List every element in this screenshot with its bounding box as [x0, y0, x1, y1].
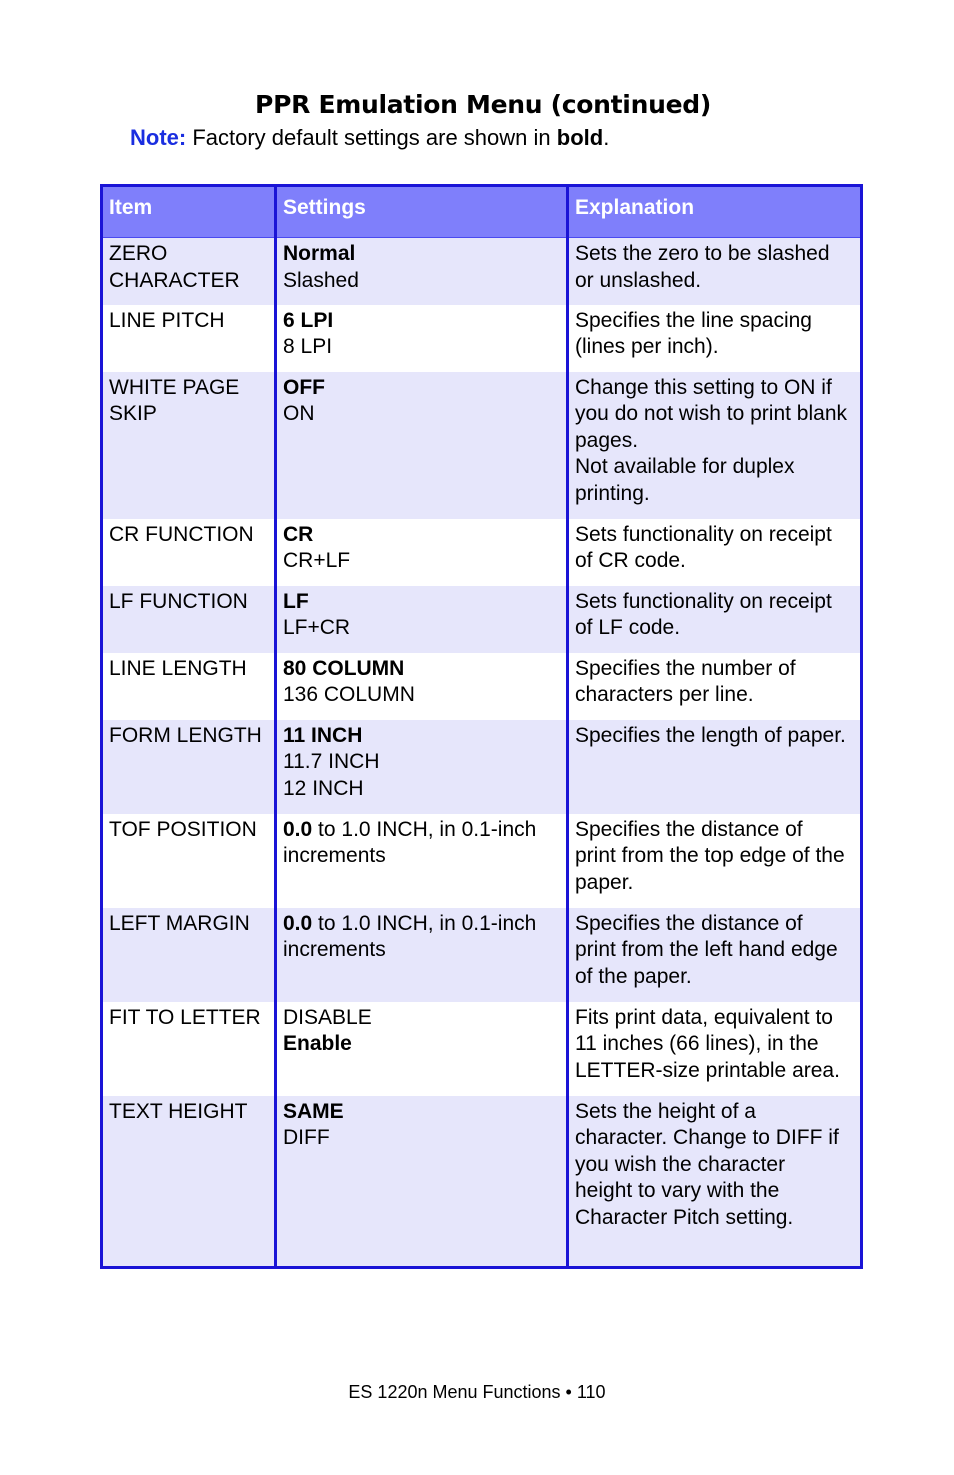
setting-value: 12 INCH: [283, 776, 364, 800]
item-cell: [102, 720, 276, 814]
explanation-line: LETTER-size printable area.: [575, 1058, 840, 1082]
item-label: FIT TO LETTER: [109, 1005, 261, 1029]
setting-value: increments: [283, 938, 386, 961]
explanation-line: print from the top edge of the: [575, 844, 845, 867]
explanation-line: or unslashed.: [575, 268, 702, 292]
item-label: LF FUNCTION: [109, 589, 248, 613]
setting-value: OFF: [283, 375, 325, 399]
explanation-cell: [568, 238, 862, 305]
explanation-line: Specifies the distance of: [575, 817, 803, 841]
setting-value: 6 LPI: [283, 308, 334, 332]
setting-value: 136 COLUMN: [283, 683, 415, 706]
setting-option: [283, 749, 560, 776]
explanation-cell: [568, 908, 862, 1002]
setting-value: 0.0: [283, 817, 313, 841]
explanation-line: pages.: [575, 428, 639, 452]
explanation-line: Specifies the length of paper.: [575, 723, 846, 747]
explanation-line: Specifies the line spacing: [575, 308, 812, 332]
page-title: PPR Emulation Menu (continued): [255, 90, 711, 119]
setting-option: [283, 843, 560, 870]
table-row: [102, 519, 862, 586]
note-label: Note:: [130, 125, 187, 150]
setting-option: [283, 682, 560, 709]
settings-cell: [276, 1096, 568, 1268]
setting-range-text: to 1.0 INCH, in 0.1-inch: [312, 911, 537, 935]
setting-value: Normal: [283, 242, 356, 265]
setting-value: 0.0: [283, 911, 313, 935]
setting-value: ON: [283, 402, 315, 425]
setting-option: [283, 1125, 560, 1152]
setting-option: [283, 548, 560, 575]
setting-value: 8 LPI: [283, 335, 333, 358]
explanation-line: Change this setting to ON if: [575, 375, 832, 399]
setting-value: LF+CR: [283, 616, 351, 639]
table-row: [102, 238, 862, 305]
explanation-line: characters per line.: [575, 683, 754, 706]
explanation-cell: [568, 653, 862, 720]
table-row: [102, 372, 862, 519]
explanation-cell: [568, 372, 862, 519]
explanation-line: 11 inches (66 lines), in the: [575, 1032, 819, 1055]
explanation-cell: [568, 1002, 862, 1096]
item-cell: [102, 586, 276, 653]
item-label: FORM LENGTH: [109, 723, 262, 747]
default-setting: [283, 1031, 560, 1058]
note-text: Factory default settings are shown in: [186, 125, 557, 150]
table-row: [102, 908, 862, 1002]
settings-cell: [276, 720, 568, 814]
settings-cell: [276, 519, 568, 586]
item-cell: [102, 653, 276, 720]
table-header-row: [102, 186, 862, 238]
item-cell: [102, 1002, 276, 1096]
explanation-line: Not available for duplex: [575, 455, 795, 478]
default-setting: [283, 1099, 560, 1126]
setting-option: [283, 776, 560, 803]
table-row: [102, 1096, 862, 1268]
explanation-line: height to vary with the: [575, 1179, 780, 1202]
default-setting: [283, 656, 560, 683]
explanation-line: Character Pitch setting.: [575, 1205, 794, 1229]
setting-value: Slashed: [283, 268, 359, 292]
default-setting: [283, 723, 560, 750]
setting-value: 11 INCH: [283, 723, 363, 747]
item-cell: [102, 238, 276, 305]
default-setting: [283, 911, 560, 938]
setting-value: 11.7 INCH: [283, 750, 380, 773]
default-setting: [283, 241, 560, 268]
explanation-line: printing.: [575, 481, 650, 505]
settings-cell: [276, 372, 568, 519]
explanation-line: of the paper.: [575, 964, 692, 988]
setting-value: increments: [283, 844, 386, 867]
setting-option: [283, 937, 560, 964]
settings-cell: [276, 814, 568, 908]
explanation-line: character. Change to DIFF if: [575, 1126, 839, 1149]
explanation-line: of LF code.: [575, 616, 681, 639]
explanation-cell: [568, 519, 862, 586]
setting-option: [283, 334, 560, 361]
item-cell: [102, 372, 276, 519]
settings-cell: [276, 653, 568, 720]
default-setting: [283, 522, 560, 549]
item-cell: [102, 1096, 276, 1268]
table-row: [102, 586, 862, 653]
settings-cell: [276, 238, 568, 305]
item-label: TEXT HEIGHT: [109, 1099, 248, 1123]
item-label: LINE LENGTH: [109, 656, 247, 680]
item-label: ZERO CHARACTER: [109, 242, 240, 292]
explanation-cell: [568, 720, 862, 814]
explanation-cell: [568, 586, 862, 653]
setting-value: CR: [283, 522, 314, 546]
item-label: WHITE PAGE SKIP: [109, 375, 240, 425]
item-cell: [102, 908, 276, 1002]
header-explanation: Explanation: [568, 186, 862, 238]
setting-option: [283, 268, 560, 295]
header-settings: Settings: [276, 186, 568, 238]
default-setting: [283, 375, 560, 402]
explanation-cell: [568, 305, 862, 372]
default-setting: [283, 308, 560, 335]
setting-value: Enable: [283, 1032, 352, 1055]
settings-cell: [276, 908, 568, 1002]
explanation-line: Fits print data, equivalent to: [575, 1005, 833, 1029]
item-cell: [102, 305, 276, 372]
table-body: [102, 238, 862, 1268]
setting-value: 80 COLUMN: [283, 656, 405, 680]
explanation-line: Sets the height of a: [575, 1099, 756, 1123]
explanation-line: Sets the zero to be slashed: [575, 242, 830, 265]
setting-option: [283, 1005, 560, 1032]
default-setting: [283, 817, 560, 844]
note-line: [130, 125, 609, 151]
explanation-line: (lines per inch).: [575, 335, 719, 358]
explanation-line: print from the left hand edge: [575, 938, 838, 961]
setting-value: DISABLE: [283, 1005, 372, 1029]
explanation-line: you wish the character: [575, 1152, 786, 1176]
item-label: TOF POSITION: [109, 817, 257, 841]
explanation-line: Sets functionality on receipt: [575, 522, 832, 546]
item-cell: [102, 814, 276, 908]
page-footer: ES 1220n Menu Functions • 110: [348, 1382, 606, 1402]
item-label: LEFT MARGIN: [109, 911, 250, 935]
setting-option: [283, 615, 560, 642]
menu-settings-table: [100, 184, 863, 1269]
setting-value: DIFF: [283, 1126, 330, 1149]
explanation-line: Specifies the distance of: [575, 911, 803, 935]
header-item: Item: [102, 186, 276, 238]
setting-value: SAME: [283, 1099, 344, 1123]
settings-cell: [276, 1002, 568, 1096]
note-bold-word: bold: [556, 125, 604, 150]
note-end: .: [603, 125, 610, 150]
item-cell: [102, 519, 276, 586]
table-row: [102, 814, 862, 908]
table-row: [102, 305, 862, 372]
setting-range-text: to 1.0 INCH, in 0.1-inch: [312, 817, 537, 841]
explanation-cell: [568, 1096, 862, 1268]
settings-cell: [276, 586, 568, 653]
explanation-cell: [568, 814, 862, 908]
item-label: CR FUNCTION: [109, 522, 254, 546]
explanation-line: Sets functionality on receipt: [575, 589, 832, 613]
settings-cell: [276, 305, 568, 372]
setting-option: [283, 401, 560, 428]
explanation-line: Specifies the number of: [575, 656, 796, 680]
setting-value: LF: [283, 589, 309, 613]
table-row: [102, 720, 862, 814]
explanation-line: you do not wish to print blank: [575, 402, 847, 425]
setting-value: CR+LF: [283, 549, 351, 572]
item-label: LINE PITCH: [109, 308, 225, 332]
table-row: [102, 653, 862, 720]
default-setting: [283, 589, 560, 616]
explanation-line: paper.: [575, 870, 634, 894]
table-row: [102, 1002, 862, 1096]
explanation-line: of CR code.: [575, 549, 686, 572]
